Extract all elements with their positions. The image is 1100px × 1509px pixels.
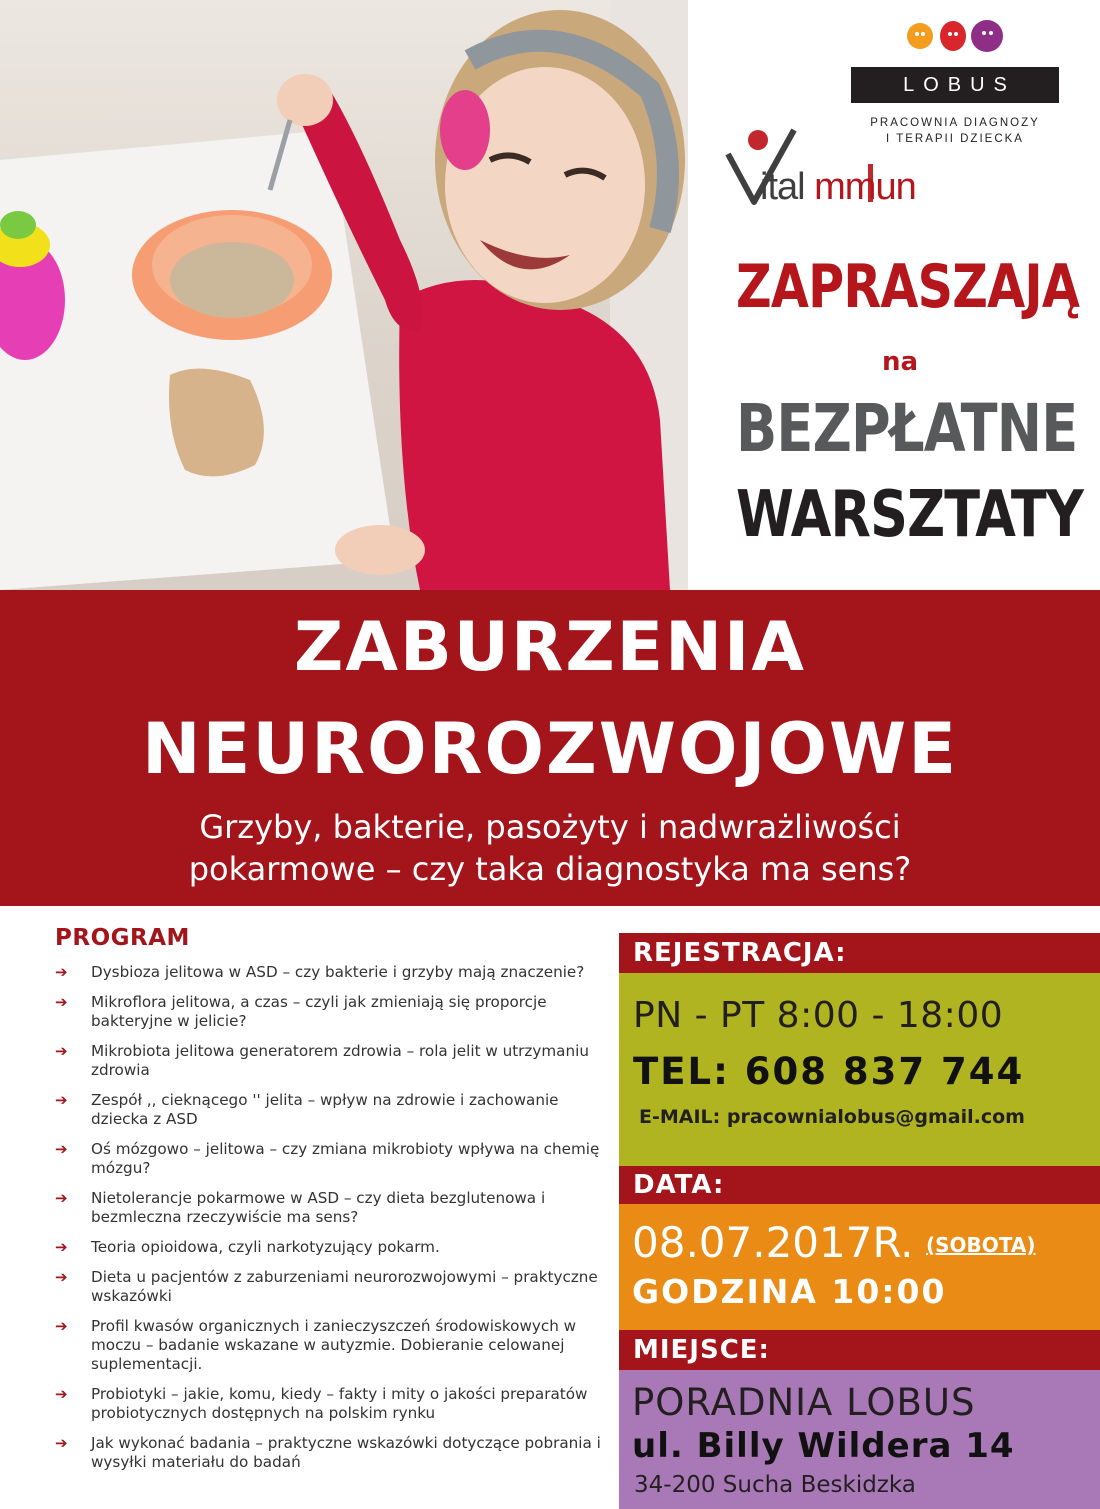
date-value: 08.07.2017R. — [632, 1218, 914, 1267]
hair-bow — [440, 90, 490, 170]
lobus-subtitle-line2: I TERAPII DZIECKA — [886, 133, 1024, 145]
lobus-logo-icon — [906, 18, 1006, 54]
vital-ital: ital — [760, 166, 805, 208]
hand — [277, 74, 333, 126]
program-item-text: Dysbioza jelitowa w ASD – czy bakterie i grzyby mają znaczenie? — [91, 963, 585, 981]
date-heading: DATA: — [619, 1166, 1100, 1204]
place-name: PORADNIA LOBUS — [632, 1381, 976, 1424]
program-item-text: Nietolerancje pokarmowe w ASD – czy dieta bezglutenowa i bezmleczna rzeczywiście ma sens? — [91, 1189, 546, 1226]
banner-title-line1: ZABURZENIA — [294, 608, 806, 687]
program-item — [55, 1385, 615, 1423]
invitation-line1: ZAPRASZAJĄ — [736, 252, 1080, 322]
bread-slice — [169, 369, 264, 477]
arrow-icon: ➔ — [55, 993, 68, 1011]
banner-title-line2: NEUROROZWOJOWE — [141, 708, 959, 790]
program-heading: PROGRAM — [55, 925, 190, 951]
program-list — [55, 963, 615, 1483]
place-city: 34-200 Sucha Beskidzka — [634, 1472, 916, 1498]
arrow-icon: ➔ — [55, 1268, 68, 1286]
program-item — [55, 1317, 615, 1374]
registration-hours: PN - PT 8:00 - 18:00 — [633, 995, 1004, 1036]
place-heading: MIEJSCE: — [619, 1330, 1100, 1370]
registration-heading: REJESTRACJA: — [619, 933, 1100, 973]
lobus-subtitle-line1: PRACOWNIA DIAGNOZY — [870, 117, 1040, 129]
porridge — [170, 242, 294, 318]
program-item-text: Oś mózgowo – jelitowa – czy zmiana mikrobioty wpływa na chemię mózgu? — [91, 1140, 600, 1177]
arrow-icon: ➔ — [55, 1140, 68, 1158]
program-item — [55, 993, 615, 1031]
place-street: ul. Billy Wildera 14 — [632, 1426, 1015, 1466]
banner-subtitle-line1: Grzyby, bakterie, pasożyty i nadwrażliwości — [199, 808, 901, 846]
program-item — [55, 1268, 615, 1306]
hero-photo — [0, 0, 688, 590]
program-item — [55, 963, 615, 982]
program-item — [55, 1434, 615, 1472]
arrow-icon: ➔ — [55, 1385, 68, 1403]
program-item-text: Jak wykonać badania – praktyczne wskazówki dotyczące pobrania i wysyłki materiału do badań — [91, 1434, 601, 1471]
program-item-text: Profil kwasów organicznych i zanieczyszczeń środowiskowych w moczu – badanie wskazane w autyzmie. Dobieranie celowanej suplementacji. — [91, 1317, 577, 1373]
other-hand — [335, 525, 425, 575]
program-item-text: Probiotyki – jakie, komu, kiedy – fakty i mity o jakości preparatów probiotycznych dostępnych na polskim rynku — [91, 1385, 588, 1422]
arrow-icon: ➔ — [55, 1091, 68, 1109]
lobus-name: LOBUS — [851, 67, 1059, 103]
invitation-line4: WARSZTATY — [736, 478, 1084, 552]
vital-i-spacer — [805, 166, 815, 208]
arrow-icon: ➔ — [55, 1317, 68, 1335]
child-eating-illustration — [0, 0, 688, 590]
date-time: GODZINA 10:00 — [632, 1272, 947, 1311]
program-item — [55, 1238, 615, 1257]
program-item-text: Mikroflora jelitowa, a czas – czyli jak zmieniają się proporcje bakteryjne w jelicie? — [91, 993, 547, 1030]
table-surface — [0, 130, 395, 590]
vitalimmun-text — [758, 166, 916, 209]
invitation-line3: BEZPŁATNE — [736, 390, 1078, 467]
program-item-text: Teoria opioidowa, czyli narkotyzujący pokarm. — [91, 1238, 440, 1256]
arrow-icon: ➔ — [55, 1189, 68, 1207]
toy-cup-green — [0, 211, 36, 239]
arrow-icon: ➔ — [55, 1238, 68, 1256]
arrow-icon: ➔ — [55, 1434, 68, 1452]
program-item-text: Zespół ,, cieknącego '' jelita – wpływ na zdrowie i zachowanie dziecka z ASD — [91, 1091, 559, 1128]
program-item — [55, 1042, 615, 1080]
program-item — [55, 1140, 615, 1178]
registration-email[interactable]: E-MAIL: pracownialobus@gmail.com — [639, 1106, 1025, 1128]
arrow-icon: ➔ — [55, 1042, 68, 1060]
arrow-icon: ➔ — [55, 963, 68, 981]
program-item-text: Dieta u pacjentów z zaburzeniami neurorozwojowymi – praktyczne wskazówki — [91, 1268, 598, 1305]
program-item — [55, 1189, 615, 1227]
date-weekday: (SOBOTA) — [926, 1233, 1036, 1257]
program-item — [55, 1091, 615, 1129]
banner-subtitle-line2: pokarmowe – czy taka diagnostyka ma sens? — [188, 850, 912, 888]
registration-phone[interactable]: TEL: 608 837 744 — [633, 1050, 1025, 1093]
vital-mmun: mmun — [814, 166, 916, 208]
program-item-text: Mikrobiota jelitowa generatorem zdrowia – rola jelit w utrzymaniu zdrowia — [91, 1042, 589, 1079]
invitation-line2: na — [881, 347, 919, 377]
